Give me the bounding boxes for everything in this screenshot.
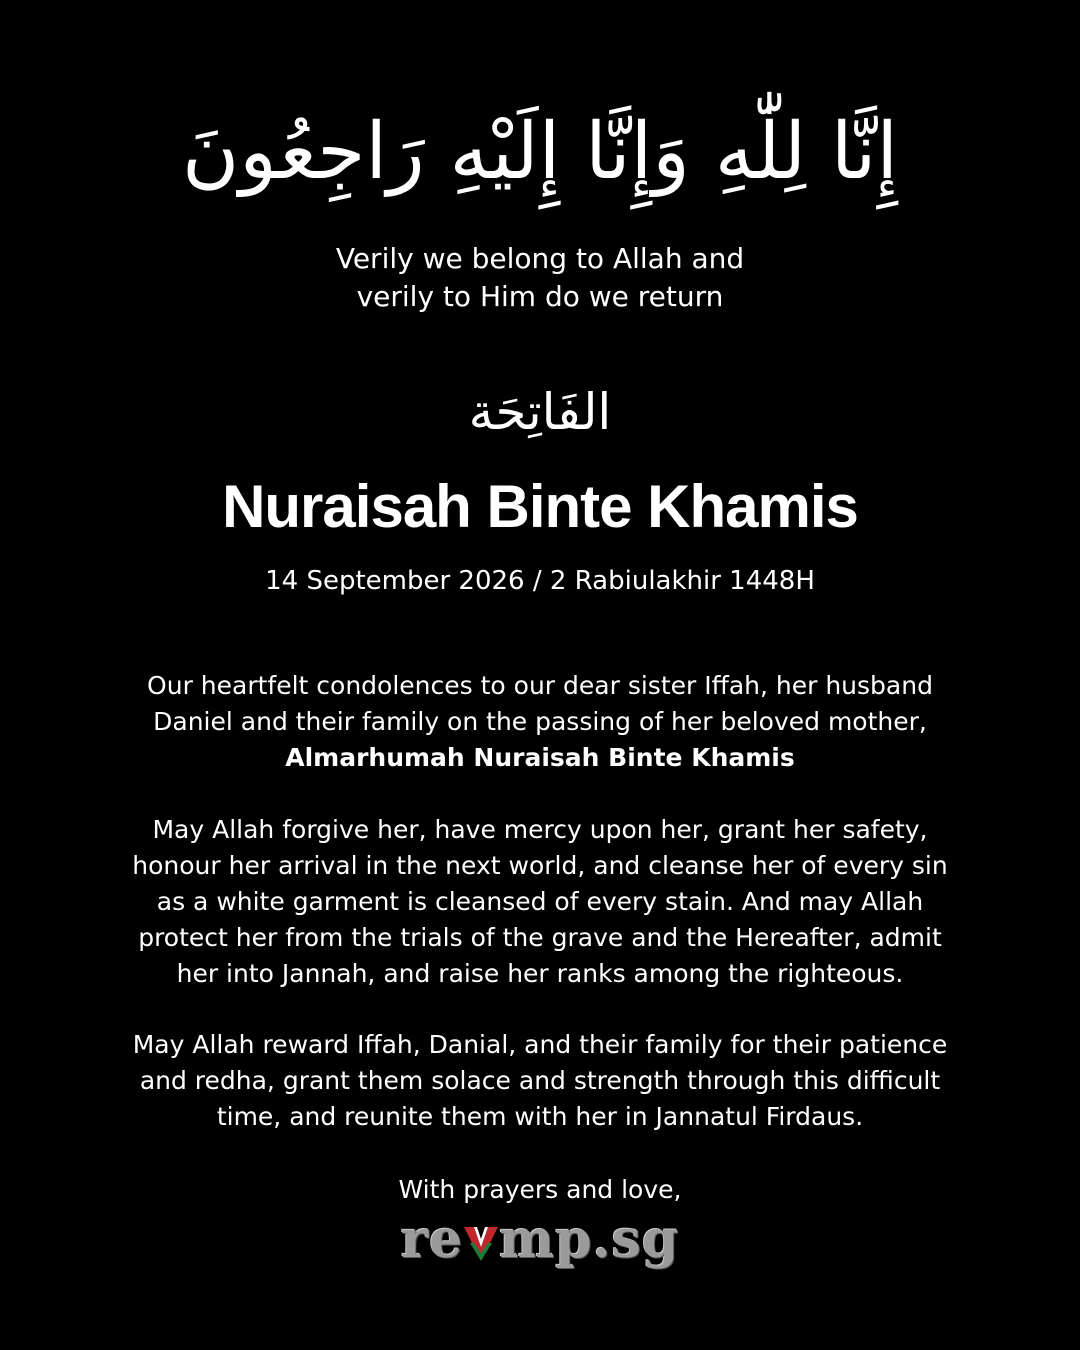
paragraph3-line-2: and redha, grant them solace and strength through this difficult <box>139 1066 941 1095</box>
date-line: 14 September 2026 / 2 Rabiulakhir 1448H <box>265 566 815 596</box>
paragraph2-line-5: her into Jannah, and raise her ranks among the righteous. <box>176 959 904 988</box>
paragraph2-line-2: honour her arrival in the next world, and cleanse her of every sin <box>132 851 948 880</box>
paragraph2-line-3: as a white garment is cleansed of every stain. And may Allah <box>156 887 924 916</box>
arabic-fatiha: الفَاتِحَة <box>468 383 612 441</box>
translation-line-2: verily to Him do we return <box>356 280 724 313</box>
deceased-name: Nuraisah Binte Khamis <box>222 473 858 540</box>
signoff-text: With prayers and love, <box>398 1175 682 1204</box>
paragraph3-line-3: time, and reunite them with her in Jannatul Firdaus. <box>216 1102 864 1131</box>
logo-text-start: re <box>400 1209 464 1270</box>
logo-v-mark-icon <box>464 1221 498 1261</box>
paragraph1-line-1: Our heartfelt condolences to our dear sister Iffah, her husband <box>147 671 933 700</box>
paragraph2-line-1: May Allah forgive her, have mercy upon her, grant her safety, <box>152 815 928 844</box>
verse-translation <box>0 240 1080 316</box>
reward-paragraph <box>80 1027 1000 1135</box>
arabic-calligraphy-verse: إِنَّا لِلّٰهِ وَإِنَّا إِلَيْهِ رَاجِعُونَ <box>181 107 899 197</box>
paragraph1-line-3: Almarhumah Nuraisah Binte Khamis <box>285 743 795 772</box>
logo-text-end: mp.sg <box>499 1209 680 1270</box>
translation-line-1: Verily we belong to Allah and <box>335 242 745 275</box>
condolence-paragraph <box>80 668 1000 776</box>
paragraph1-line-2: Daniel and their family on the passing of her beloved mother, <box>153 707 927 736</box>
prayer-paragraph <box>80 812 1000 992</box>
paragraph3-line-1: May Allah reward Iffah, Danial, and their family for their patience <box>132 1030 948 1059</box>
paragraph2-line-4: protect her from the trials of the grave and the Hereafter, admit <box>138 923 942 952</box>
revamp-logo <box>0 1208 1080 1272</box>
signoff <box>80 1172 1000 1208</box>
